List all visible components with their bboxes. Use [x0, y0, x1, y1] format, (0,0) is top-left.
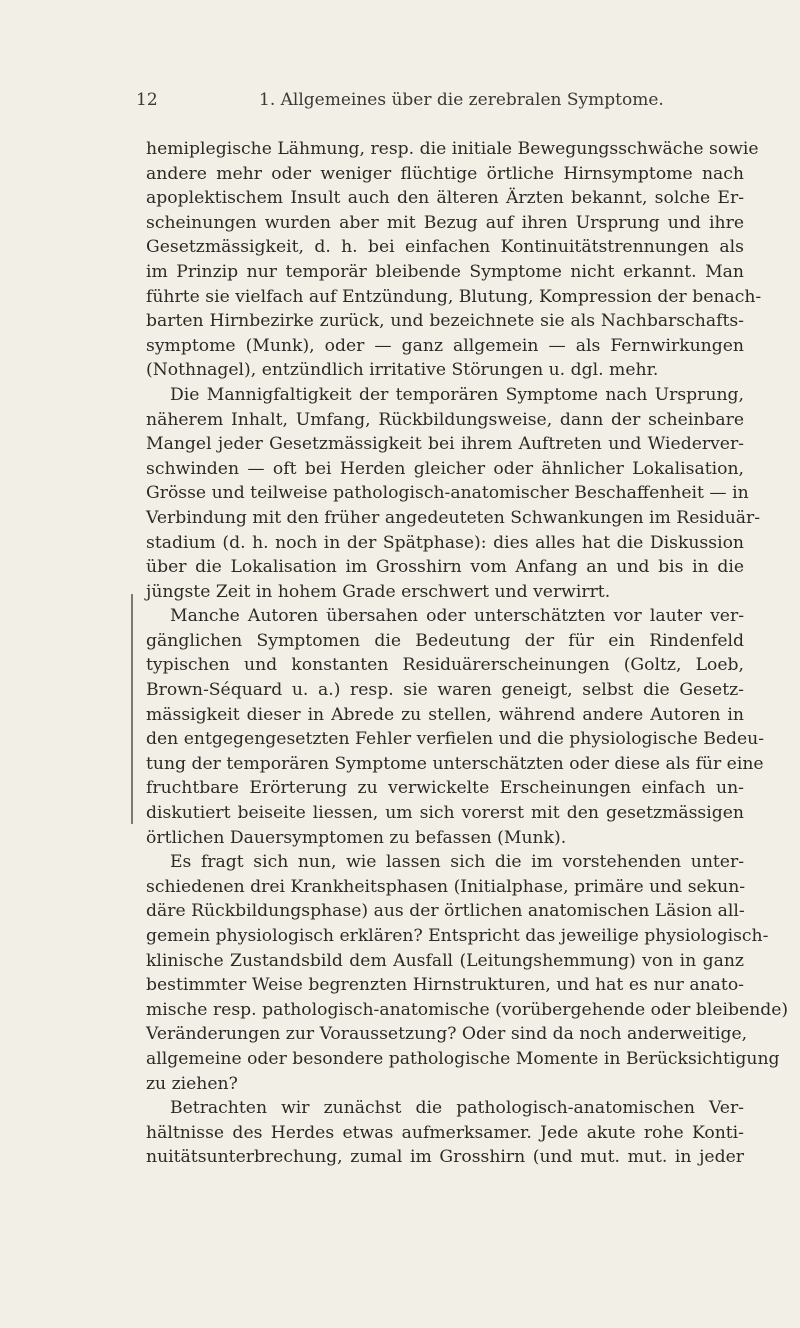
- text-line: im Prinzip nur temporär bleibende Symptome nicht erkannt. Man: [146, 261, 744, 282]
- text-line: den entgegengesetzten Fehler verfielen und die physiologische Bedeu-: [146, 729, 765, 750]
- text-line: typischen und konstanten Residuärerscheinungen (Goltz, Loeb,: [146, 655, 744, 676]
- text-line: zu ziehen?: [146, 1073, 238, 1094]
- text-line: Gesetzmässigkeit, d. h. bei einfachen Kontinuitätstrennungen als: [146, 237, 744, 258]
- text-line: Manche Autoren übersahen oder unterschätzten vor lauter ver-: [170, 606, 744, 627]
- text-line: Veränderungen zur Voraussetzung? Oder sind da noch anderweitige,: [146, 1024, 748, 1045]
- text-line: stadium (d. h. noch in der Spätphase): dies alles hat die Diskussion: [146, 532, 744, 553]
- text-line: führte sie vielfach auf Entzündung, Blutung, Kompression der benach-: [146, 286, 762, 307]
- text-line: symptome (Munk), oder — ganz allgemein — als Fernwirkungen: [146, 335, 744, 356]
- text-line: klinische Zustandsbild dem Ausfall (Leitungshemmung) von in ganz: [146, 950, 744, 971]
- text-line: näherem Inhalt, Umfang, Rückbildungsweise, dann der scheinbare: [146, 409, 744, 430]
- text-line: örtlichen Dauersymptomen zu befassen (Munk).: [146, 827, 567, 848]
- running-title: 1. Allgemeines über die zerebralen Symptome.: [259, 90, 664, 110]
- text-line: über die Lokalisation im Grosshirn vom Anfang an und bis in die: [146, 557, 744, 578]
- text-line: schwinden — oft bei Herden gleicher oder ähnlicher Lokalisation,: [146, 458, 744, 479]
- text-line: gänglichen Symptomen die Bedeutung der für ein Rindenfeld: [146, 630, 744, 651]
- text-line: Die Mannigfaltigkeit der temporären Symptome nach Ursprung,: [170, 384, 744, 405]
- text-line: hemiplegische Lähmung, resp. die initiale Bewegungsschwäche sowie: [146, 139, 759, 159]
- text-line: Brown-Séquard u. a.) resp. sie waren geneigt, selbst die Gesetz-: [146, 680, 744, 701]
- text-line: barten Hirnbezirke zurück, und bezeichnete sie als Nachbarschafts-: [146, 311, 744, 332]
- text-line: allgemeine oder besondere pathologische Momente in Berücksichtigung: [146, 1048, 780, 1069]
- text-line: apoplektischem Insult auch den älteren Ärzten bekannt, solche Er-: [146, 188, 744, 209]
- text-line: mässigkeit dieser in Abrede zu stellen, während andere Autoren in: [146, 704, 744, 725]
- text-line: fruchtbare Erörterung zu verwickelte Erscheinungen einfach un-: [146, 778, 744, 799]
- page-header: [136, 90, 756, 114]
- body-text: [146, 137, 789, 1170]
- text-line: hältnisse des Herdes etwas aufmerksamer. Jede akute rohe Konti-: [146, 1122, 744, 1143]
- text-line: jüngste Zeit in hohem Grade erschwert und verwirrt.: [146, 581, 611, 602]
- text-line: tung der temporären Symptome unterschätzten oder diese als für eine: [146, 753, 764, 774]
- margin-marker: [131, 594, 133, 824]
- page-number: 12: [136, 90, 158, 110]
- text-line: Betrachten wir zunächst die pathologisch-anatomischen Ver-: [170, 1098, 744, 1119]
- text-line: scheinungen wurden aber mit Bezug auf ihren Ursprung und ihre: [146, 212, 744, 233]
- text-line: bestimmter Weise begrenzten Hirnstrukturen, und hat es nur anato-: [146, 975, 744, 996]
- text-line: Grösse und teilweise pathologisch-anatomischer Beschaffenheit — in: [146, 483, 749, 504]
- text-line: andere mehr oder weniger flüchtige örtliche Hirnsymptome nach: [146, 163, 744, 184]
- text-line: gemein physiologisch erklären? Entspricht das jeweilige physiologisch-: [146, 926, 769, 946]
- text-line: schiedenen drei Krankheitsphasen (Initialphase, primäre und sekun-: [146, 876, 746, 897]
- text-line: Es fragt sich nun, wie lassen sich die im vorstehenden unter-: [170, 852, 744, 873]
- text-line: Mangel jeder Gesetzmässigkeit bei ihrem Auftreten und Wiederver-: [146, 434, 744, 455]
- text-line: däre Rückbildungsphase) aus der örtlichen anatomischen Läsion all-: [146, 901, 745, 922]
- text-line: mische resp. pathologisch-anatomische (vorübergehende oder bleibende): [146, 999, 789, 1020]
- text-line: Verbindung mit den früher angedeuteten Schwankungen im Residuär-: [146, 507, 761, 528]
- text-line: diskutiert beiseite liessen, um sich vorerst mit den gesetzmässigen: [146, 803, 744, 824]
- text-line: nuitätsunterbrechung, zumal im Grosshirn (und mut. mut. in jeder: [146, 1147, 744, 1168]
- text-line: (Nothnagel), entzündlich irritative Störungen u. dgl. mehr.: [146, 360, 659, 381]
